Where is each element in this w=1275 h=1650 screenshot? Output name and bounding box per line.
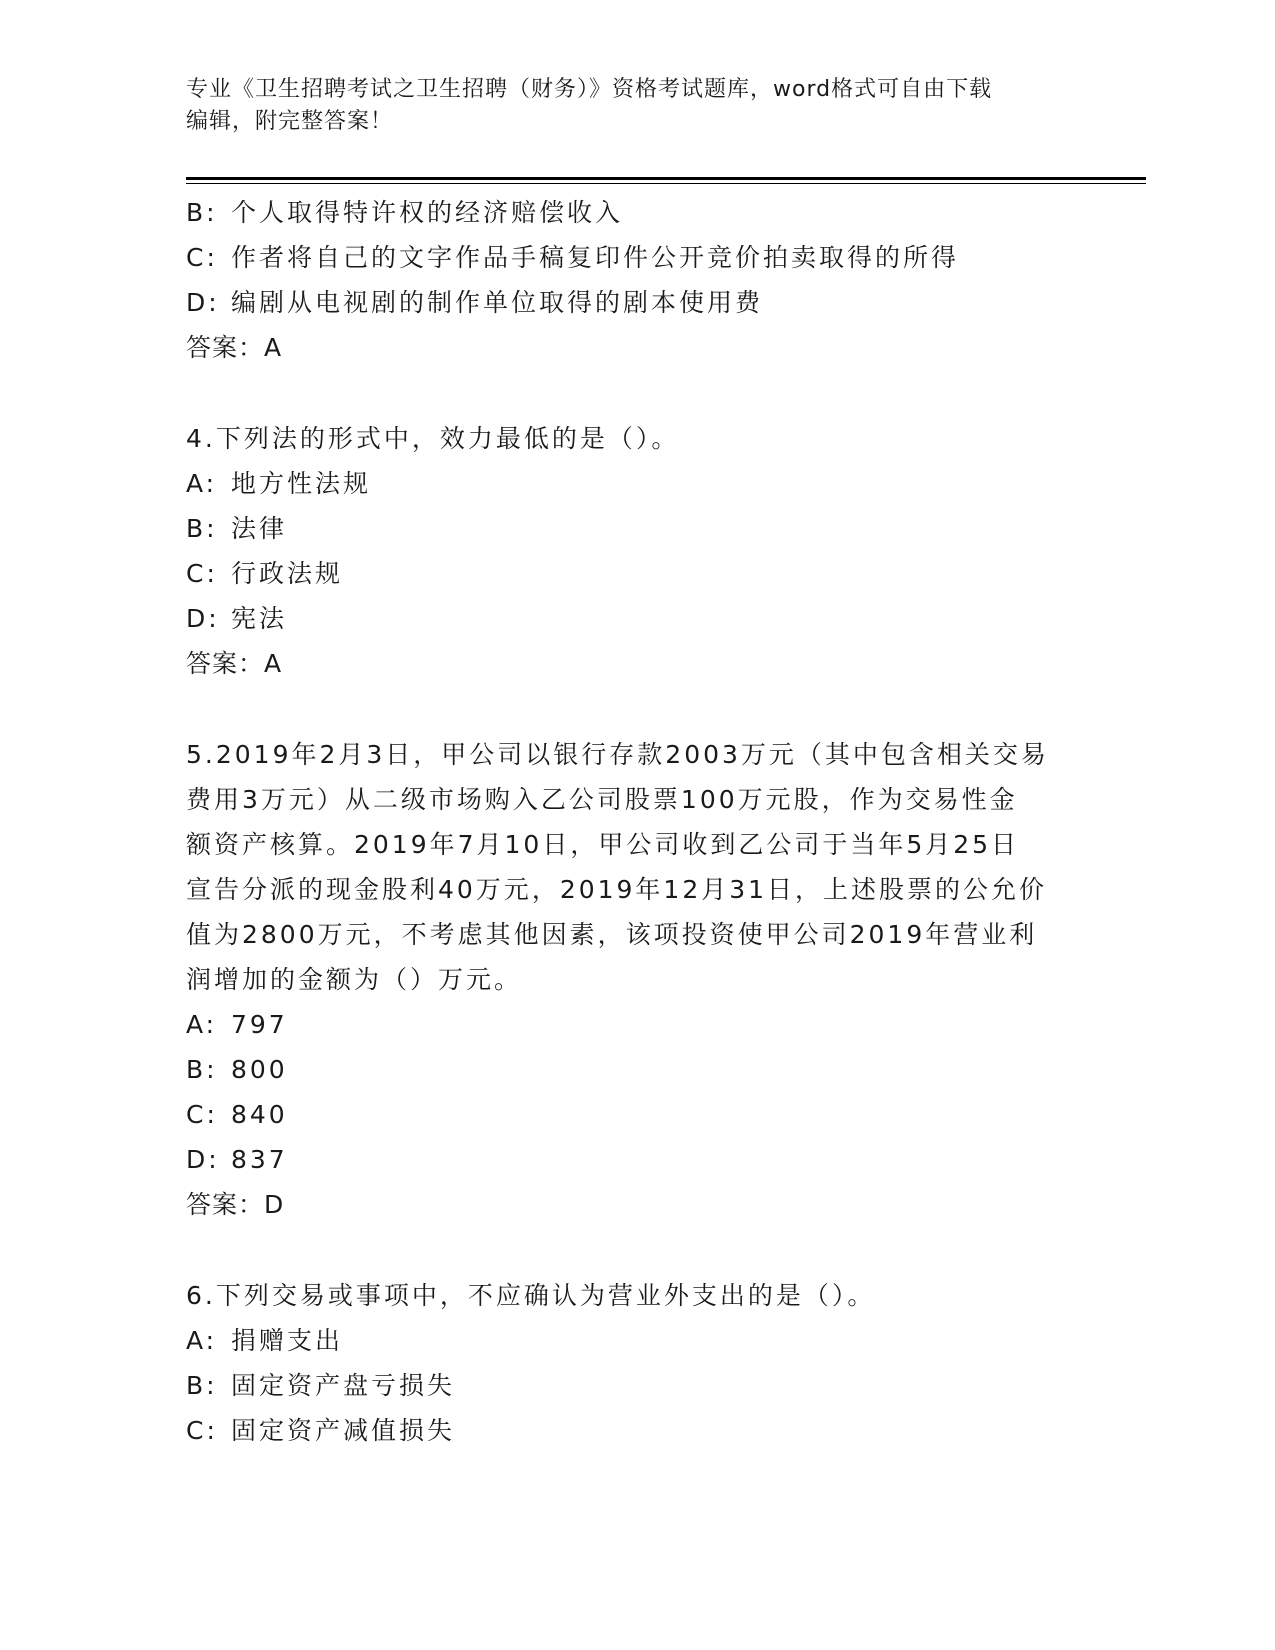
option-item — [186, 596, 1086, 641]
option-letter: B: — [186, 1055, 218, 1084]
option-text: 840 — [231, 1100, 288, 1129]
option-text: 固定资产减值损失 — [231, 1416, 456, 1445]
option-item — [186, 1318, 1086, 1363]
option-letter: C: — [186, 559, 218, 588]
option-letter: C: — [186, 1100, 218, 1129]
question-text-line: 值为2800万元，不考虑其他因素，该项投资使甲公司2019年营业利 — [186, 920, 1038, 949]
option-item — [186, 1047, 1086, 1092]
option-letter: D: — [186, 1145, 220, 1174]
option-text: 编剧从电视剧的制作单位取得的剧本使用费 — [231, 288, 764, 317]
question-3-fragment — [186, 190, 1086, 370]
option-item — [186, 1092, 1086, 1137]
option-text: 作者将自己的文字作品手稿复印件公开竞价拍卖取得的所得 — [231, 243, 960, 272]
option-item — [186, 1002, 1086, 1047]
question-text-line: 5.2019年2月3日，甲公司以银行存款2003万元（其中包含相关交易 — [186, 740, 1049, 769]
option-item — [186, 190, 1086, 235]
question-text: 4.下列法的形式中，效力最低的是（）。 — [186, 424, 680, 453]
question-5 — [186, 732, 1086, 1227]
question-6 — [186, 1273, 1086, 1453]
option-text: 捐赠支出 — [231, 1326, 344, 1355]
option-item — [186, 461, 1086, 506]
option-item — [186, 506, 1086, 551]
option-item — [186, 551, 1086, 596]
question-text-line: 宣告分派的现金股利40万元，2019年12月31日，上述股票的公允价 — [186, 875, 1048, 904]
option-letter: B: — [186, 198, 218, 227]
option-text: 法律 — [231, 514, 288, 543]
option-letter: A: — [186, 1326, 218, 1355]
option-text: 797 — [231, 1010, 288, 1039]
header-line-1: 专业《卫生招聘考试之卫生招聘（财务）》资格考试题库，word格式可自由下载 — [186, 77, 993, 102]
option-letter: C: — [186, 243, 218, 272]
option-letter: A: — [186, 1010, 218, 1039]
option-letter: B: — [186, 514, 218, 543]
option-item — [186, 1408, 1086, 1453]
option-text: 行政法规 — [231, 559, 344, 588]
header-rule-thin — [186, 183, 1146, 184]
option-letter: D: — [186, 288, 220, 317]
question-text: 6.下列交易或事项中，不应确认为营业外支出的是（）。 — [186, 1281, 876, 1310]
question-text-line: 润增加的金额为（）万元。 — [186, 965, 523, 994]
option-letter: A: — [186, 469, 218, 498]
option-item — [186, 1137, 1086, 1182]
option-text: 837 — [231, 1145, 288, 1174]
question-list — [186, 190, 1086, 1453]
header-line-2: 编辑，附完整答案！ — [186, 109, 394, 134]
question-4 — [186, 416, 1086, 686]
option-letter: B: — [186, 1371, 218, 1400]
answer-line: 答案：A — [186, 649, 283, 678]
option-item — [186, 235, 1086, 280]
question-text-line: 额资产核算。2019年7月10日，甲公司收到乙公司于当年5月25日 — [186, 830, 1020, 859]
option-text: 地方性法规 — [231, 469, 372, 498]
question-text-line: 费用3万元）从二级市场购入乙公司股票100万元股，作为交易性金 — [186, 785, 1018, 814]
option-item — [186, 1363, 1086, 1408]
page-header — [186, 74, 1086, 138]
option-letter: C: — [186, 1416, 218, 1445]
option-item — [186, 280, 1086, 325]
answer-line: 答案：A — [186, 333, 283, 362]
option-text: 800 — [231, 1055, 288, 1084]
header-rule-thick — [186, 177, 1146, 180]
option-letter: D: — [186, 604, 220, 633]
option-text: 个人取得特许权的经济赔偿收入 — [231, 198, 624, 227]
option-text: 宪法 — [231, 604, 288, 633]
answer-line: 答案：D — [186, 1190, 285, 1219]
option-text: 固定资产盘亏损失 — [231, 1371, 456, 1400]
